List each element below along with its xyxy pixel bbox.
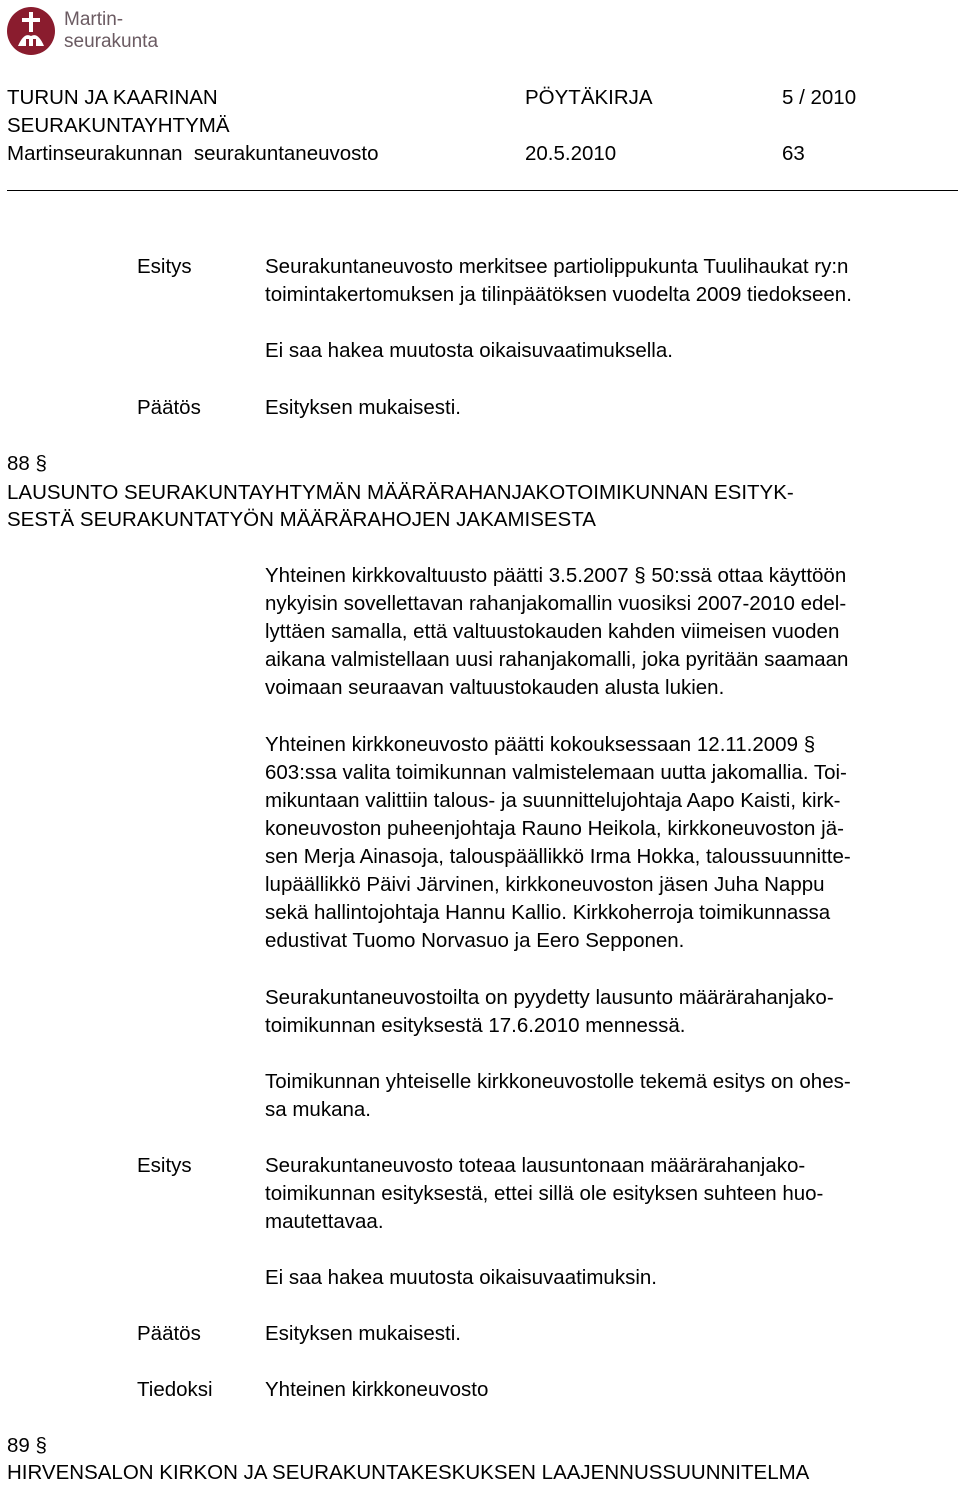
paragraph-line: voimaan seuraavan valtuustokauden alusta lukien. bbox=[265, 676, 725, 699]
section-symbol: § bbox=[35, 452, 47, 475]
header-doc-type: PÖYTÄKIRJA bbox=[525, 86, 653, 109]
paatos-text: Esityksen mukaisesti. bbox=[265, 396, 461, 419]
section-number: 89 bbox=[7, 1434, 30, 1457]
paragraph-line: Seurakuntaneuvostoilta on pyydetty lausunto määrärahanjako- bbox=[265, 986, 834, 1009]
section-88-title-line: LAUSUNTO SEURAKUNTAYHTYMÄN MÄÄRÄRAHANJAKOTOIMIKUNNAN ESITYK- bbox=[7, 481, 794, 504]
paragraph-line: koneuvoston puheenjohtaja Rauno Heikola, kirkkoneuvoston jä- bbox=[265, 817, 844, 840]
header-date: 20.5.2010 bbox=[525, 142, 617, 165]
tiedoksi-text: Yhteinen kirkkoneuvosto bbox=[265, 1378, 489, 1401]
section-number: 88 bbox=[7, 452, 30, 475]
paragraph-line: 603:ssa valita toimikunnan valmistelemaan uutta jakomallia. Toi- bbox=[265, 761, 847, 784]
esitys-label: Esitys bbox=[137, 255, 192, 278]
paatos-label: Päätös bbox=[137, 1322, 201, 1345]
header-divider bbox=[7, 190, 958, 191]
section-89-title: HIRVENSALON KIRKON JA SEURAKUNTAKESKUKSEN LAAJENNUSSUUNNITELMA bbox=[7, 1461, 810, 1484]
esitys-label: Esitys bbox=[137, 1154, 192, 1177]
paragraph-line: toimikunnan esityksestä 17.6.2010 mennessä. bbox=[265, 1014, 686, 1037]
paragraph-line: mikuntaan valittiin talous- ja suunnittelujohtaja Aapo Kaisti, kirk- bbox=[265, 789, 841, 812]
logo-text-line2: seurakunta bbox=[64, 31, 159, 52]
appeal-note: Ei saa hakea muutosta oikaisuvaatimuksella. bbox=[265, 339, 673, 362]
paragraph-line: sa mukana. bbox=[265, 1098, 371, 1121]
section-symbol: § bbox=[803, 733, 816, 756]
section-89-heading bbox=[7, 1432, 47, 1460]
church-cross-icon bbox=[6, 6, 56, 56]
paragraph-line: Toimikunnan yhteiselle kirkkoneuvostolle tekemä esitys on ohes- bbox=[265, 1070, 851, 1093]
header-org-line1: TURUN JA KAARINAN bbox=[7, 86, 218, 109]
paatos-text: Esityksen mukaisesti. bbox=[265, 1322, 461, 1345]
paragraph-line: lupäällikkö Päivi Järvinen, kirkkoneuvoston jäsen Juha Nappu bbox=[265, 873, 825, 896]
header-doc-number: 5 / 2010 bbox=[782, 86, 857, 109]
paragraph-line: sekä hallintojohtaja Hannu Kallio. Kirkkoherroja toimikunnassa bbox=[265, 901, 831, 924]
paatos-label: Päätös bbox=[137, 396, 201, 419]
paragraph-line: Yhteinen kirkkoneuvosto päätti kokouksessaan 12.11.2009 § bbox=[265, 733, 816, 756]
esitys-text-line: mautettavaa. bbox=[265, 1210, 384, 1233]
header-body-name: Martinseurakunnan seurakuntaneuvosto bbox=[7, 142, 379, 165]
esitys-text-line: toimikunnan esityksestä, ettei sillä ole esityksen suhteen huo- bbox=[265, 1182, 824, 1205]
paragraph-line: lyttäen samalla, että valtuustokauden kahden viimeisen vuoden bbox=[265, 620, 840, 643]
appeal-note: Ei saa hakea muutosta oikaisuvaatimuksin. bbox=[265, 1266, 657, 1289]
paragraph-line: aikana valmistellaan uusi rahanjakomalli, joka pyritään saamaan bbox=[265, 648, 849, 671]
esitys-text-line: toimintakertomuksen ja tilinpäätöksen vuodelta 2009 tiedokseen. bbox=[265, 283, 852, 306]
esitys-text-line: Seurakuntaneuvosto toteaa lausuntonaan määrärahanjako- bbox=[265, 1154, 806, 1177]
logo bbox=[6, 6, 206, 56]
paragraph-line: Yhteinen kirkkovaltuusto päätti 3.5.2007 § 50:ssä ottaa käyttöön bbox=[265, 564, 847, 587]
paragraph-line: sen Merja Ainasoja, talouspäällikkö Irma Hokka, taloussuunnitte- bbox=[265, 845, 851, 868]
section-88-heading bbox=[7, 450, 47, 478]
section-88-title-line: SESTÄ SEURAKUNTATYÖN MÄÄRÄRAHOJEN JAKAMISESTA bbox=[7, 508, 596, 531]
header-page-number: 63 bbox=[782, 142, 805, 165]
esitys-text-line: Seurakuntaneuvosto merkitsee partiolippukunta Tuulihaukat ry:n bbox=[265, 255, 849, 278]
section-symbol: § bbox=[35, 1434, 47, 1457]
header-org-line2: SEURAKUNTAYHTYMÄ bbox=[7, 114, 230, 137]
tiedoksi-label: Tiedoksi bbox=[137, 1378, 213, 1401]
section-symbol: § bbox=[634, 564, 646, 587]
paragraph-line: edustivat Tuomo Norvasuo ja Eero Sepponen. bbox=[265, 929, 685, 952]
paragraph-line: nykyisin sovellettavan rahanjakomallin vuosiksi 2007-2010 edel- bbox=[265, 592, 847, 615]
logo-text-line1: Martin- bbox=[64, 9, 124, 30]
